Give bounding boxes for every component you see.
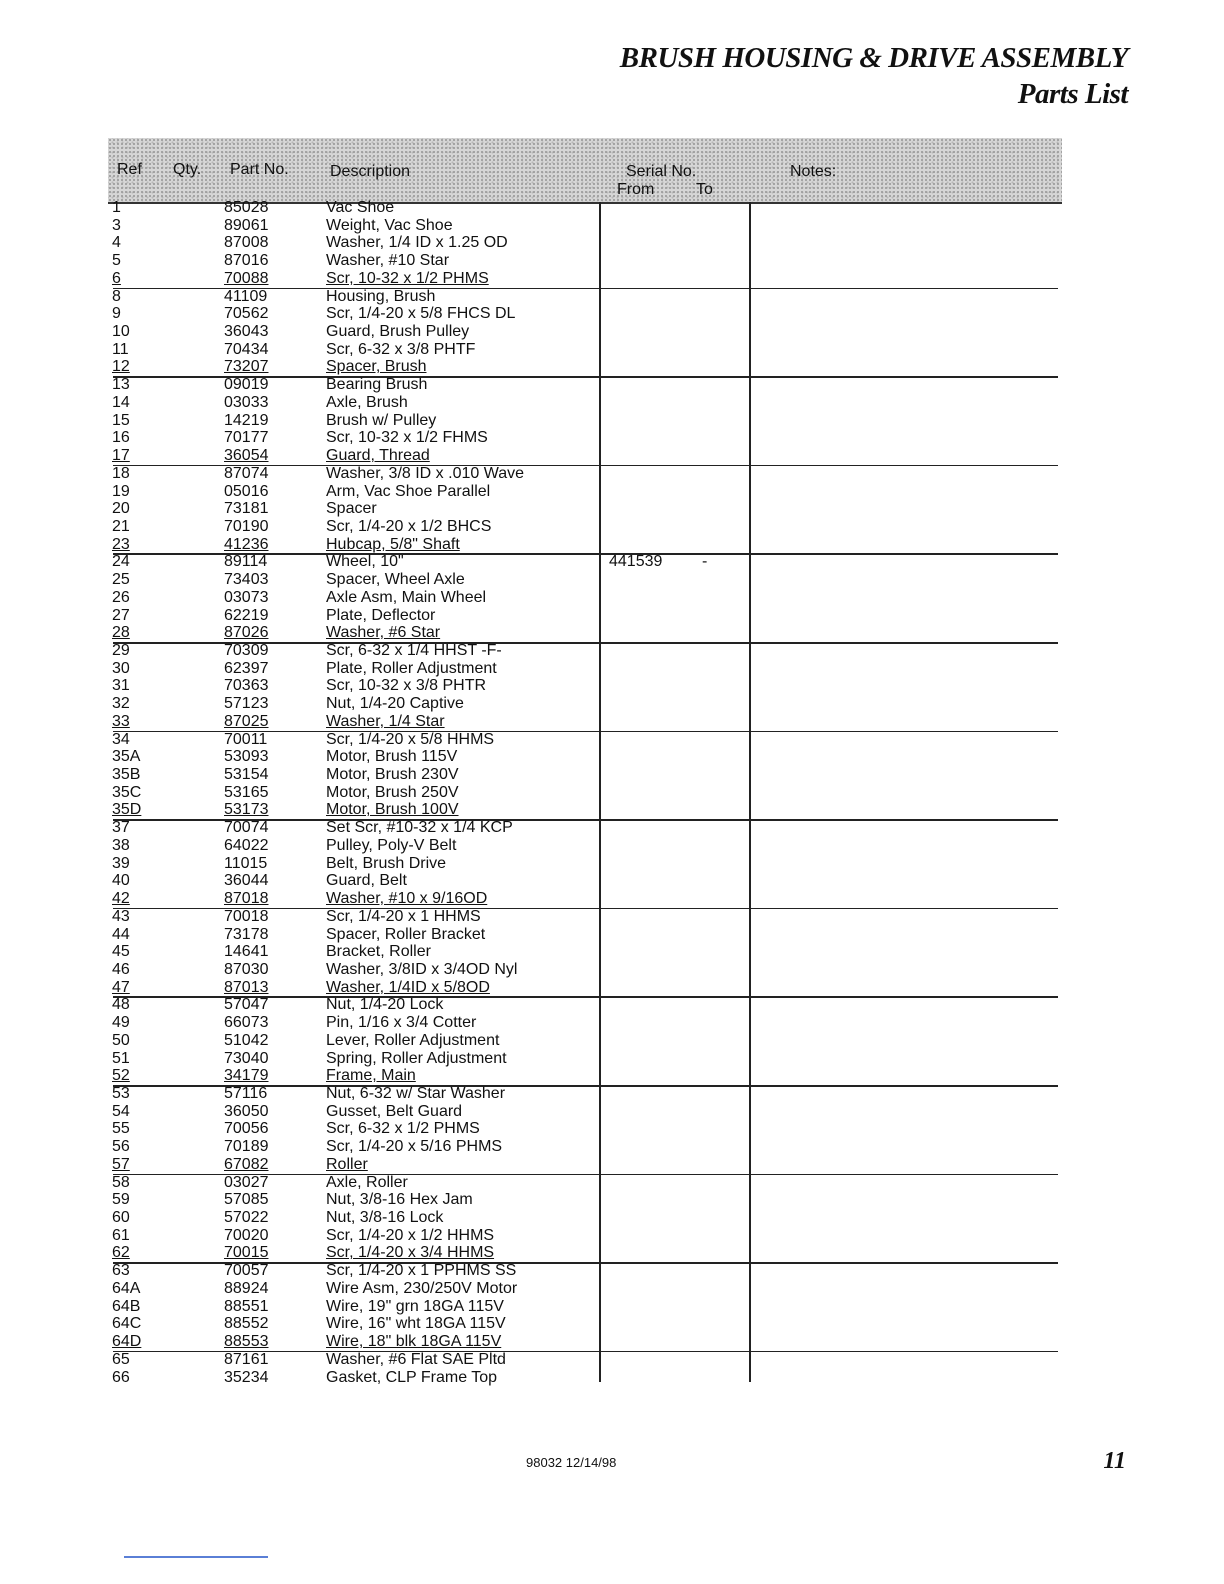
ref-cell: 12 xyxy=(112,358,130,376)
description-cell: Scr, 10-32 x 1/2 FHMS xyxy=(326,429,488,447)
ref-cell: 46 xyxy=(112,960,130,978)
ref-cell: 28 xyxy=(112,624,130,642)
ref-cell: 13 xyxy=(112,376,130,394)
description-cell: Wire, 19" grn 18GA 115V xyxy=(326,1297,504,1315)
ref-cell: 18 xyxy=(112,464,130,482)
ref-cell: 65 xyxy=(112,1350,130,1368)
ref-cell: 47 xyxy=(112,978,130,996)
ref-cell: 11 xyxy=(112,340,129,358)
part-no-cell: 14641 xyxy=(224,943,269,961)
description-cell: Scr, 1/4-20 x 5/16 PHMS xyxy=(326,1138,503,1156)
part-no-cell: 70562 xyxy=(224,305,269,323)
ref-cell: 64B xyxy=(112,1297,141,1315)
part-no-cell: 35234 xyxy=(224,1368,269,1386)
description-cell: Washer, 1/4 ID x 1.25 OD xyxy=(326,234,508,252)
description-cell: Bracket, Roller xyxy=(326,943,431,961)
part-no-cell: 41236 xyxy=(224,535,269,553)
part-no-cell: 53173 xyxy=(224,801,269,819)
ref-cell: 44 xyxy=(112,925,130,943)
part-no-cell: 70309 xyxy=(224,642,269,659)
document-code: 98032 12/14/98 xyxy=(526,1455,617,1470)
part-no-cell: 57123 xyxy=(224,695,269,713)
description-cell: Scr, 1/4-20 x 1 HHMS xyxy=(326,907,481,925)
page-subtitle: Parts List xyxy=(1017,78,1128,110)
part-no-cell: 88551 xyxy=(224,1297,269,1315)
part-no-cell: 57085 xyxy=(224,1191,269,1209)
footer-rule xyxy=(124,1556,268,1558)
part-no-cell: 73181 xyxy=(224,500,269,518)
ref-cell: 14 xyxy=(112,393,130,411)
part-no-cell: 11015 xyxy=(224,854,268,872)
part-no-cell: 62219 xyxy=(224,606,269,624)
part-no-cell: 87013 xyxy=(224,978,269,996)
ref-cell: 64D xyxy=(112,1333,142,1351)
description-cell: Scr, 6-32 x 1/2 PHMS xyxy=(326,1120,480,1138)
ref-cell: 32 xyxy=(112,695,130,713)
ref-cell: 19 xyxy=(112,482,130,500)
part-no-cell: 53093 xyxy=(224,748,269,766)
part-no-cell: 34179 xyxy=(224,1067,269,1085)
part-no-cell: 70189 xyxy=(224,1138,269,1156)
part-no-cell: 36044 xyxy=(224,872,269,890)
ref-cell: 58 xyxy=(112,1173,130,1191)
part-no-cell: 89114 xyxy=(224,553,268,571)
part-no-cell: 89061 xyxy=(224,216,269,234)
ref-cell: 54 xyxy=(112,1102,130,1120)
description-cell: Belt, Brush Drive xyxy=(326,854,447,872)
description-cell: Vac Shoe xyxy=(326,199,395,216)
column-part-no: Part No. xyxy=(230,161,289,178)
description-cell: Washer, 3/8ID x 3/4OD Nyl xyxy=(326,960,518,978)
description-cell: Guard, Brush Pulley xyxy=(326,323,470,341)
description-cell: Washer, #6 Star xyxy=(326,624,441,642)
description-cell: Washer, #6 Flat SAE Pltd xyxy=(326,1350,506,1368)
description-cell: Set Scr, #10-32 x 1/4 KCP xyxy=(326,819,513,837)
ref-cell: 50 xyxy=(112,1031,130,1049)
part-no-cell: 87161 xyxy=(224,1350,269,1368)
ref-cell: 43 xyxy=(112,907,130,925)
part-no-cell: 87025 xyxy=(224,712,269,730)
part-no-cell: 09019 xyxy=(224,376,269,394)
description-cell: Guard, Belt xyxy=(326,872,407,890)
description-cell: Wire, 18" blk 18GA 115V xyxy=(326,1333,502,1351)
description-cell: Hubcap, 5/8" Shaft xyxy=(326,535,460,553)
ref-cell: 3 xyxy=(112,216,121,234)
part-no-cell: 73178 xyxy=(224,925,269,943)
ref-cell: 61 xyxy=(112,1226,130,1244)
part-no-cell: 36043 xyxy=(224,323,269,341)
column-from: From xyxy=(617,181,655,198)
part-no-cell: 03073 xyxy=(224,588,269,606)
description-cell: Axle Asm, Main Wheel xyxy=(326,588,487,606)
ref-cell: 35D xyxy=(112,801,142,819)
ref-cell: 34 xyxy=(112,730,130,748)
part-no-cell: 70088 xyxy=(224,269,269,287)
description-cell: Gasket, CLP Frame Top xyxy=(326,1368,498,1386)
part-no-cell: 36054 xyxy=(224,447,269,465)
part-no-cell: 70018 xyxy=(224,907,269,925)
ref-cell: 10 xyxy=(112,323,130,341)
part-no-cell: 03033 xyxy=(224,393,269,411)
part-no-cell: 53165 xyxy=(224,783,269,801)
part-no-cell: 70056 xyxy=(224,1120,269,1138)
notes-column-divider xyxy=(749,202,751,1382)
description-cell: Washer, 3/8 ID x .010 Wave xyxy=(326,464,525,482)
ref-cell: 42 xyxy=(112,890,130,908)
part-no-cell: 66073 xyxy=(224,1014,269,1032)
ref-cell: 55 xyxy=(112,1120,130,1138)
description-cell: Motor, Brush 115V xyxy=(326,748,458,766)
page-title: BRUSH HOUSING & DRIVE ASSEMBLY xyxy=(619,42,1128,74)
part-no-cell: 70015 xyxy=(224,1244,269,1262)
part-no-cell: 36050 xyxy=(224,1102,269,1120)
description-cell: Brush w/ Pulley xyxy=(326,411,437,429)
description-cell: Motor, Brush 100V xyxy=(326,801,459,819)
ref-cell: 26 xyxy=(112,588,130,606)
part-no-cell: 87074 xyxy=(224,464,269,482)
ref-cell: 5 xyxy=(112,252,121,270)
serial-column-divider xyxy=(599,202,601,1382)
description-cell: Gusset, Belt Guard xyxy=(326,1102,463,1120)
description-cell: Spacer, Wheel Axle xyxy=(326,571,465,589)
part-no-cell: 51042 xyxy=(224,1031,269,1049)
ref-cell: 49 xyxy=(112,1014,130,1032)
ref-cell: 57 xyxy=(112,1155,130,1173)
part-no-cell: 14219 xyxy=(224,411,269,429)
part-no-cell: 88924 xyxy=(224,1279,269,1297)
part-no-cell: 64022 xyxy=(224,836,269,854)
description-cell: Spacer xyxy=(326,500,377,518)
part-no-cell: 88552 xyxy=(224,1315,269,1333)
description-cell: Scr, 10-32 x 3/8 PHTR xyxy=(326,677,487,695)
part-no-cell: 73403 xyxy=(224,571,269,589)
description-cell: Nut, 1/4-20 Lock xyxy=(326,996,444,1014)
description-cell: Pin, 1/16 x 3/4 Cotter xyxy=(326,1014,477,1032)
part-no-cell: 70434 xyxy=(224,340,269,358)
ref-cell: 62 xyxy=(112,1244,130,1262)
part-no-cell: 88553 xyxy=(224,1333,269,1351)
part-no-cell: 57116 xyxy=(224,1085,268,1102)
ref-cell: 52 xyxy=(112,1067,130,1085)
part-no-cell: 73040 xyxy=(224,1049,269,1067)
description-cell: Plate, Roller Adjustment xyxy=(326,659,497,677)
serial-from-cell: 441539 xyxy=(609,553,663,571)
ref-cell: 64A xyxy=(112,1279,141,1297)
ref-cell: 53 xyxy=(112,1085,130,1102)
part-no-cell: 85028 xyxy=(224,199,269,216)
serial-to-cell: - xyxy=(702,553,708,571)
part-no-cell: 70011 xyxy=(224,730,268,748)
description-cell: Scr, 1/4-20 x 1/2 HHMS xyxy=(326,1226,495,1244)
ref-cell: 35C xyxy=(112,783,142,801)
ref-cell: 27 xyxy=(112,606,130,624)
title-block xyxy=(620,40,1128,112)
ref-cell: 63 xyxy=(112,1262,130,1280)
description-cell: Scr, 1/4-20 x 1/2 BHCS xyxy=(326,517,492,535)
part-no-cell: 67082 xyxy=(224,1155,269,1173)
description-cell: Spacer, Brush xyxy=(326,358,427,376)
part-no-cell: 57022 xyxy=(224,1209,269,1227)
ref-cell: 17 xyxy=(112,447,130,465)
ref-cell: 15 xyxy=(112,411,130,429)
ref-cell: 16 xyxy=(112,429,130,447)
ref-cell: 8 xyxy=(112,287,121,305)
page-number: 11 xyxy=(1103,1448,1126,1474)
ref-cell: 40 xyxy=(112,872,130,890)
ref-cell: 51 xyxy=(112,1049,130,1067)
description-cell: Nut, 6-32 w/ Star Washer xyxy=(326,1085,506,1102)
ref-cell: 24 xyxy=(112,553,130,571)
description-cell: Wire Asm, 230/250V Motor xyxy=(326,1279,518,1297)
ref-cell: 48 xyxy=(112,996,130,1014)
description-cell: Motor, Brush 250V xyxy=(326,783,459,801)
description-cell: Axle, Roller xyxy=(326,1173,408,1191)
part-no-cell: 70190 xyxy=(224,517,269,535)
description-cell: Spring, Roller Adjustment xyxy=(326,1049,507,1067)
column-qty: Qty. xyxy=(173,161,202,178)
description-cell: Frame, Main xyxy=(326,1067,416,1085)
part-no-cell: 87026 xyxy=(224,624,269,642)
description-cell: Scr, 1/4-20 x 1 PPHMS SS xyxy=(326,1262,517,1280)
ref-cell: 35B xyxy=(112,766,141,784)
column-serial-no: Serial No. xyxy=(626,163,697,180)
column-notes: Notes: xyxy=(790,163,837,180)
description-cell: Lever, Roller Adjustment xyxy=(326,1031,500,1049)
ref-cell: 60 xyxy=(112,1209,130,1227)
ref-cell: 29 xyxy=(112,642,130,659)
ref-cell: 39 xyxy=(112,854,130,872)
ref-cell: 21 xyxy=(112,517,130,535)
description-cell: Plate, Deflector xyxy=(326,606,436,624)
part-no-cell: 73207 xyxy=(224,358,269,376)
ref-cell: 6 xyxy=(112,269,121,287)
part-no-cell: 87008 xyxy=(224,234,269,252)
ref-cell: 66 xyxy=(112,1368,130,1386)
description-cell: Bearing Brush xyxy=(326,376,428,394)
part-no-cell: 03027 xyxy=(224,1173,269,1191)
part-no-cell: 70363 xyxy=(224,677,269,695)
description-cell: Scr, 6-32 x 1/4 HHST -F- xyxy=(326,642,502,659)
ref-cell: 45 xyxy=(112,943,130,961)
part-no-cell: 57047 xyxy=(224,996,269,1014)
description-cell: Washer, #10 x 9/16OD xyxy=(326,890,488,908)
ref-cell: 25 xyxy=(112,571,130,589)
part-no-cell: 41109 xyxy=(224,287,268,305)
ref-cell: 31 xyxy=(112,677,130,695)
part-no-cell: 87018 xyxy=(224,890,269,908)
description-cell: Washer, #10 Star xyxy=(326,252,450,270)
table-header xyxy=(108,138,1062,204)
part-no-cell: 62397 xyxy=(224,659,269,677)
ref-cell: 1 xyxy=(112,199,121,216)
column-to: To xyxy=(696,181,713,198)
column-ref: Ref xyxy=(117,161,142,178)
ref-cell: 38 xyxy=(112,836,130,854)
ref-cell: 30 xyxy=(112,659,130,677)
part-no-cell: 70177 xyxy=(224,429,269,447)
description-cell: Arm, Vac Shoe Parallel xyxy=(326,482,491,500)
description-cell: Spacer, Roller Bracket xyxy=(326,925,486,943)
description-cell: Guard, Thread xyxy=(326,447,430,465)
description-cell: Scr, 1/4-20 x 3/4 HHMS xyxy=(326,1244,495,1262)
description-cell: Washer, 1/4ID x 5/8OD xyxy=(326,978,490,996)
description-cell: Nut, 3/8-16 Hex Jam xyxy=(326,1191,473,1209)
part-no-cell: 53154 xyxy=(224,766,269,784)
ref-cell: 64C xyxy=(112,1315,142,1333)
ref-cell: 59 xyxy=(112,1191,130,1209)
description-cell: Nut, 3/8-16 Lock xyxy=(326,1209,444,1227)
description-cell: Wire, 16" wht 18GA 115V xyxy=(326,1315,506,1333)
ref-cell: 20 xyxy=(112,500,130,518)
part-no-cell: 87030 xyxy=(224,960,269,978)
description-cell: Motor, Brush 230V xyxy=(326,766,459,784)
part-no-cell: 70074 xyxy=(224,819,269,837)
ref-cell: 56 xyxy=(112,1138,130,1156)
part-no-cell: 87016 xyxy=(224,252,269,270)
ref-cell: 37 xyxy=(112,819,130,837)
ref-cell: 4 xyxy=(112,234,121,252)
description-cell: Axle, Brush xyxy=(326,393,408,411)
description-cell: Weight, Vac Shoe xyxy=(326,216,453,234)
description-cell: Scr, 1/4-20 x 5/8 FHCS DL xyxy=(326,305,516,323)
part-no-cell: 70057 xyxy=(224,1262,269,1280)
part-no-cell: 70020 xyxy=(224,1226,269,1244)
description-cell: Housing, Brush xyxy=(326,287,436,305)
description-cell: Scr, 1/4-20 x 5/8 HHMS xyxy=(326,730,495,748)
ref-cell: 9 xyxy=(112,305,121,323)
description-cell: Nut, 1/4-20 Captive xyxy=(326,695,464,713)
description-cell: Roller xyxy=(326,1155,368,1173)
ref-cell: 33 xyxy=(112,712,130,730)
column-description: Description xyxy=(330,163,411,180)
description-cell: Wheel, 10" xyxy=(326,553,404,571)
ref-cell: 23 xyxy=(112,535,130,553)
description-cell: Scr, 6-32 x 3/8 PHTF xyxy=(326,340,476,358)
description-cell: Pulley, Poly-V Belt xyxy=(326,836,457,854)
description-cell: Washer, 1/4 Star xyxy=(326,712,445,730)
part-no-cell: 05016 xyxy=(224,482,269,500)
description-cell: Scr, 10-32 x 1/2 PHMS xyxy=(326,269,489,287)
ref-cell: 35A xyxy=(112,748,141,766)
